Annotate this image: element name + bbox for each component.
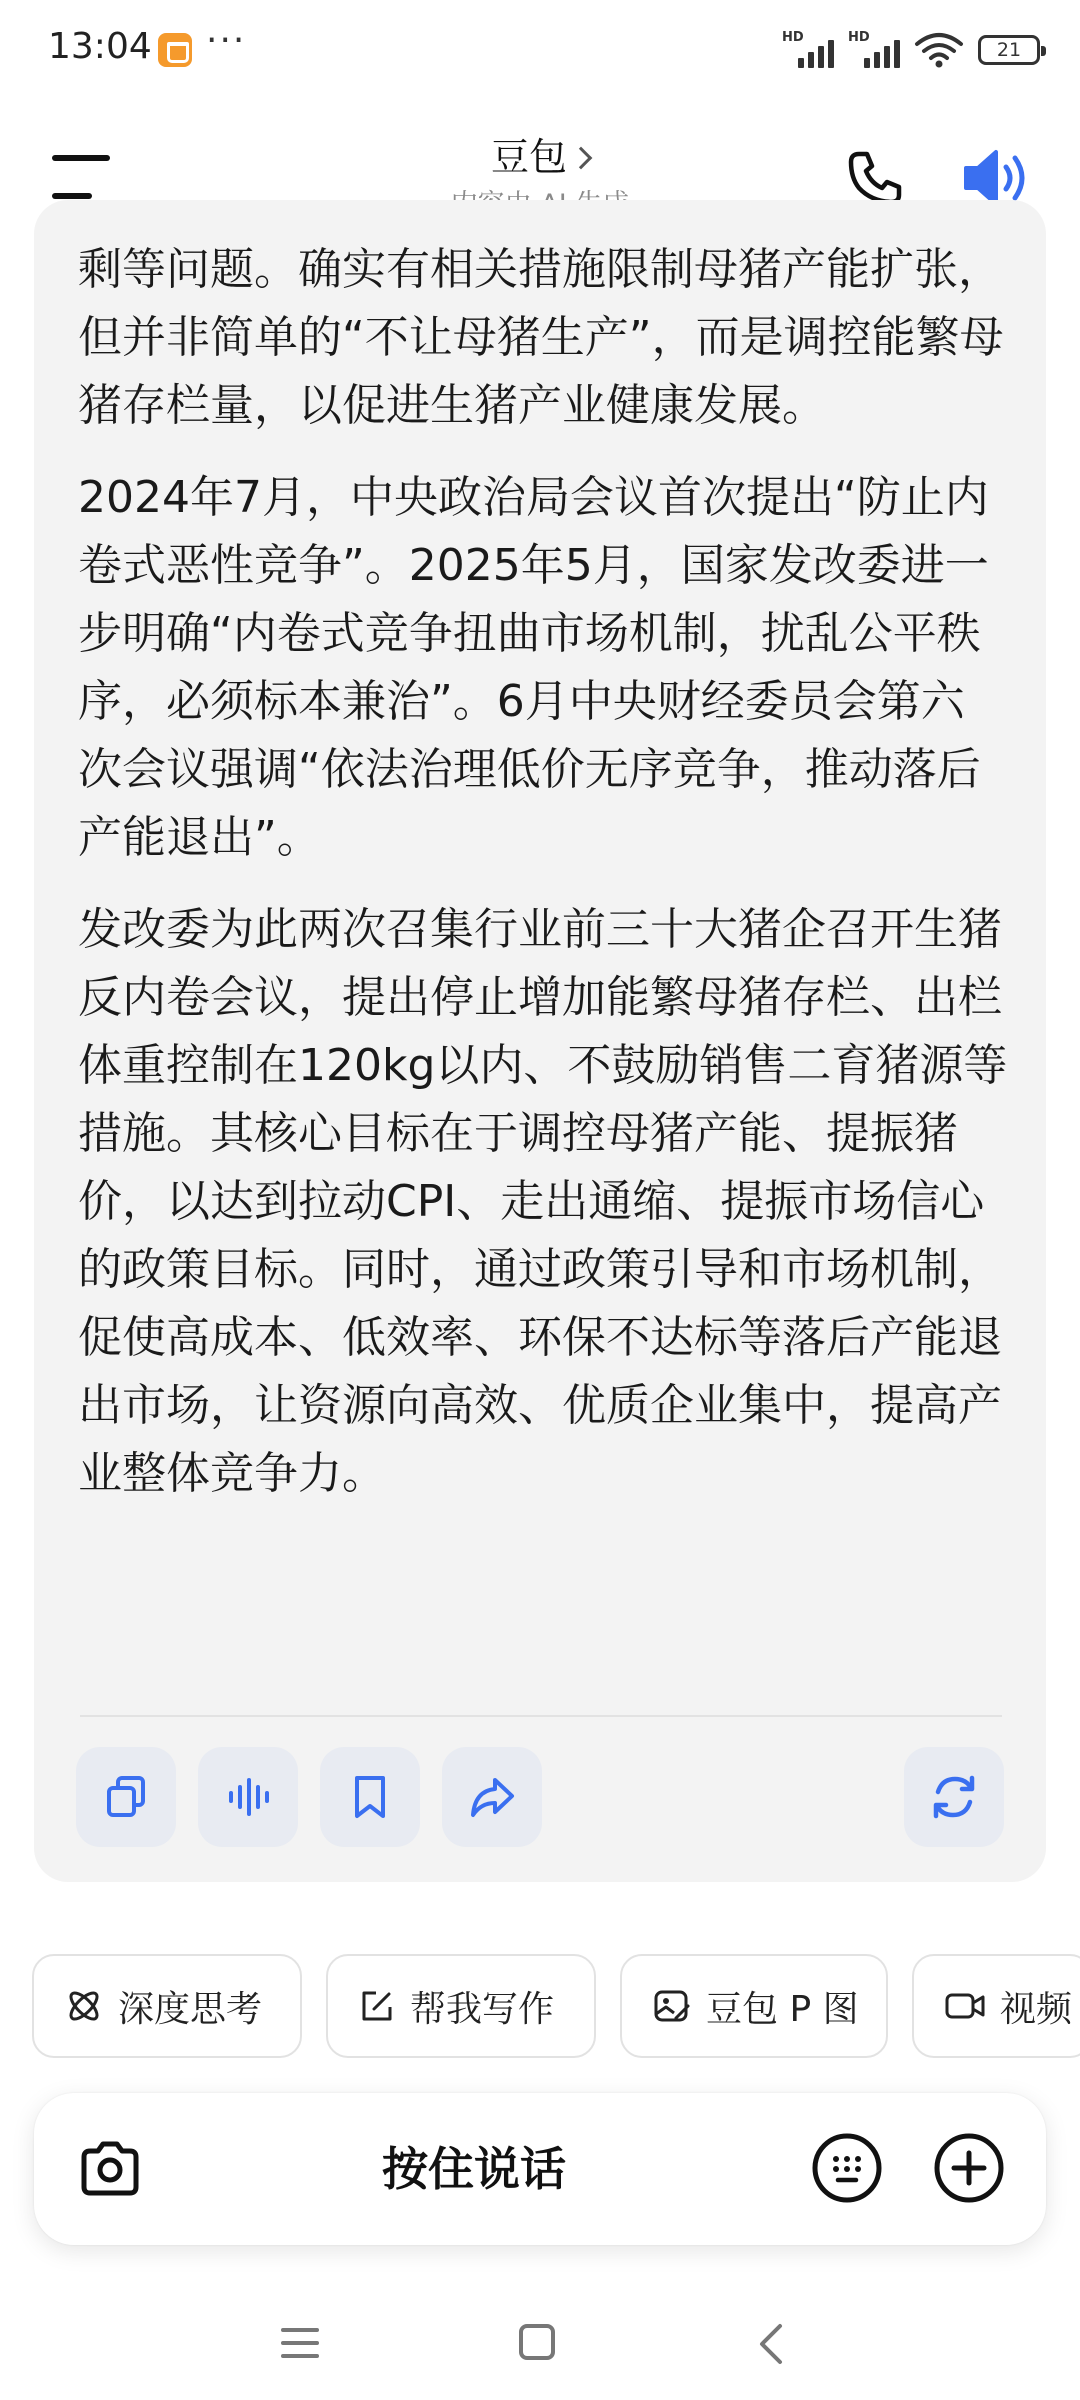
- share-button[interactable]: [442, 1747, 542, 1847]
- copy-icon: [101, 1772, 151, 1822]
- status-more-indicator: ···: [206, 20, 247, 61]
- chip-video[interactable]: [912, 1954, 1080, 2058]
- message-paragraph: 2024年7月，中央政治局会议首次提出“防止内卷式恶性竞争”。2025年5月，国家发改委进一步明确“内卷式竞争扭曲市场机制，扰乱公平秩序，必须标本兼治”。6月中央财经委员会第六次会议强调“依法治理低价无序竞争，推动落后产能退出”。: [78, 472, 989, 863]
- camera-icon[interactable]: [74, 2133, 146, 2205]
- status-bar: [0, 0, 1080, 100]
- chat-title-label: 豆包: [490, 135, 567, 179]
- signal-icon: [782, 30, 834, 70]
- chip-label: 视频: [1000, 1988, 1073, 2030]
- signal-hd-label: HD: [848, 30, 870, 45]
- message-divider: [80, 1715, 1002, 1717]
- wifi-icon: [914, 30, 964, 70]
- status-indicators: [782, 28, 1040, 72]
- ai-message-card: [34, 200, 1046, 1882]
- write-icon: [358, 1987, 396, 2025]
- back-icon[interactable]: [756, 2322, 786, 2366]
- app-notification-icon: [158, 33, 192, 67]
- input-bar: [34, 2093, 1046, 2245]
- bookmark-button[interactable]: [320, 1747, 420, 1847]
- plus-icon[interactable]: [932, 2131, 1006, 2205]
- status-time: 13:04: [48, 26, 152, 67]
- chip-label: 豆包 P 图: [706, 1988, 859, 2030]
- message-body: [78, 236, 1008, 1532]
- chip-label: 帮我写作: [410, 1988, 555, 2030]
- suggestion-chips: [32, 1954, 1080, 2058]
- copy-button[interactable]: [76, 1747, 176, 1847]
- battery-icon: [978, 35, 1040, 65]
- voice-read-icon: [223, 1772, 273, 1822]
- chip-deep-think[interactable]: [32, 1954, 302, 2058]
- message-paragraph: 发改委为此两次召集行业前三十大猪企召开生猪反内卷会议，提出停止增加能繁母猪存栏、出栏体重控制在120kg以内、不鼓励销售二育猪源等措施。其核心目标在于调控母猪产能、提振猪价，以达到拉动CPI、走出通缩、提振市场信心的政策目标。同时，通过政策引导和市场机制，促使高成本、低效率、环保不达标等落后产能退出市场，让资源向高效、优质企业集中，提高产业整体竞争力。: [78, 904, 1008, 1499]
- chip-label: 深度思考: [118, 1988, 263, 2030]
- signal-icon: [848, 30, 900, 70]
- bookmark-icon: [345, 1772, 395, 1822]
- chip-image-edit[interactable]: [620, 1954, 888, 2058]
- image-edit-icon: [652, 1987, 692, 2025]
- deep-think-icon: [64, 1986, 104, 2026]
- regenerate-icon: [927, 1770, 981, 1824]
- chevron-right-icon: [570, 147, 593, 170]
- signal-hd-label: HD: [782, 30, 804, 45]
- video-icon: [944, 1989, 986, 2023]
- chat-title[interactable]: [0, 126, 1080, 181]
- phone-icon[interactable]: [845, 148, 905, 208]
- emoji-keyboard-icon[interactable]: [810, 2131, 884, 2205]
- voice-read-button[interactable]: [198, 1747, 298, 1847]
- share-icon: [467, 1772, 517, 1822]
- message-paragraph: 剩等问题。确实有相关措施限制母猪产能扩张，但并非简单的“不让母猪生产”，而是调控能繁母猪存栏量，以促进生猪产业健康发展。: [78, 244, 1004, 431]
- battery-level: 21: [996, 39, 1022, 61]
- recent-apps-icon[interactable]: [280, 2324, 320, 2362]
- home-icon[interactable]: [518, 2322, 556, 2362]
- regenerate-button[interactable]: [904, 1747, 1004, 1847]
- chip-write[interactable]: [326, 1954, 596, 2058]
- system-nav-bar: [0, 2300, 1080, 2400]
- hold-to-talk-button[interactable]: 按住说话: [382, 2142, 566, 2196]
